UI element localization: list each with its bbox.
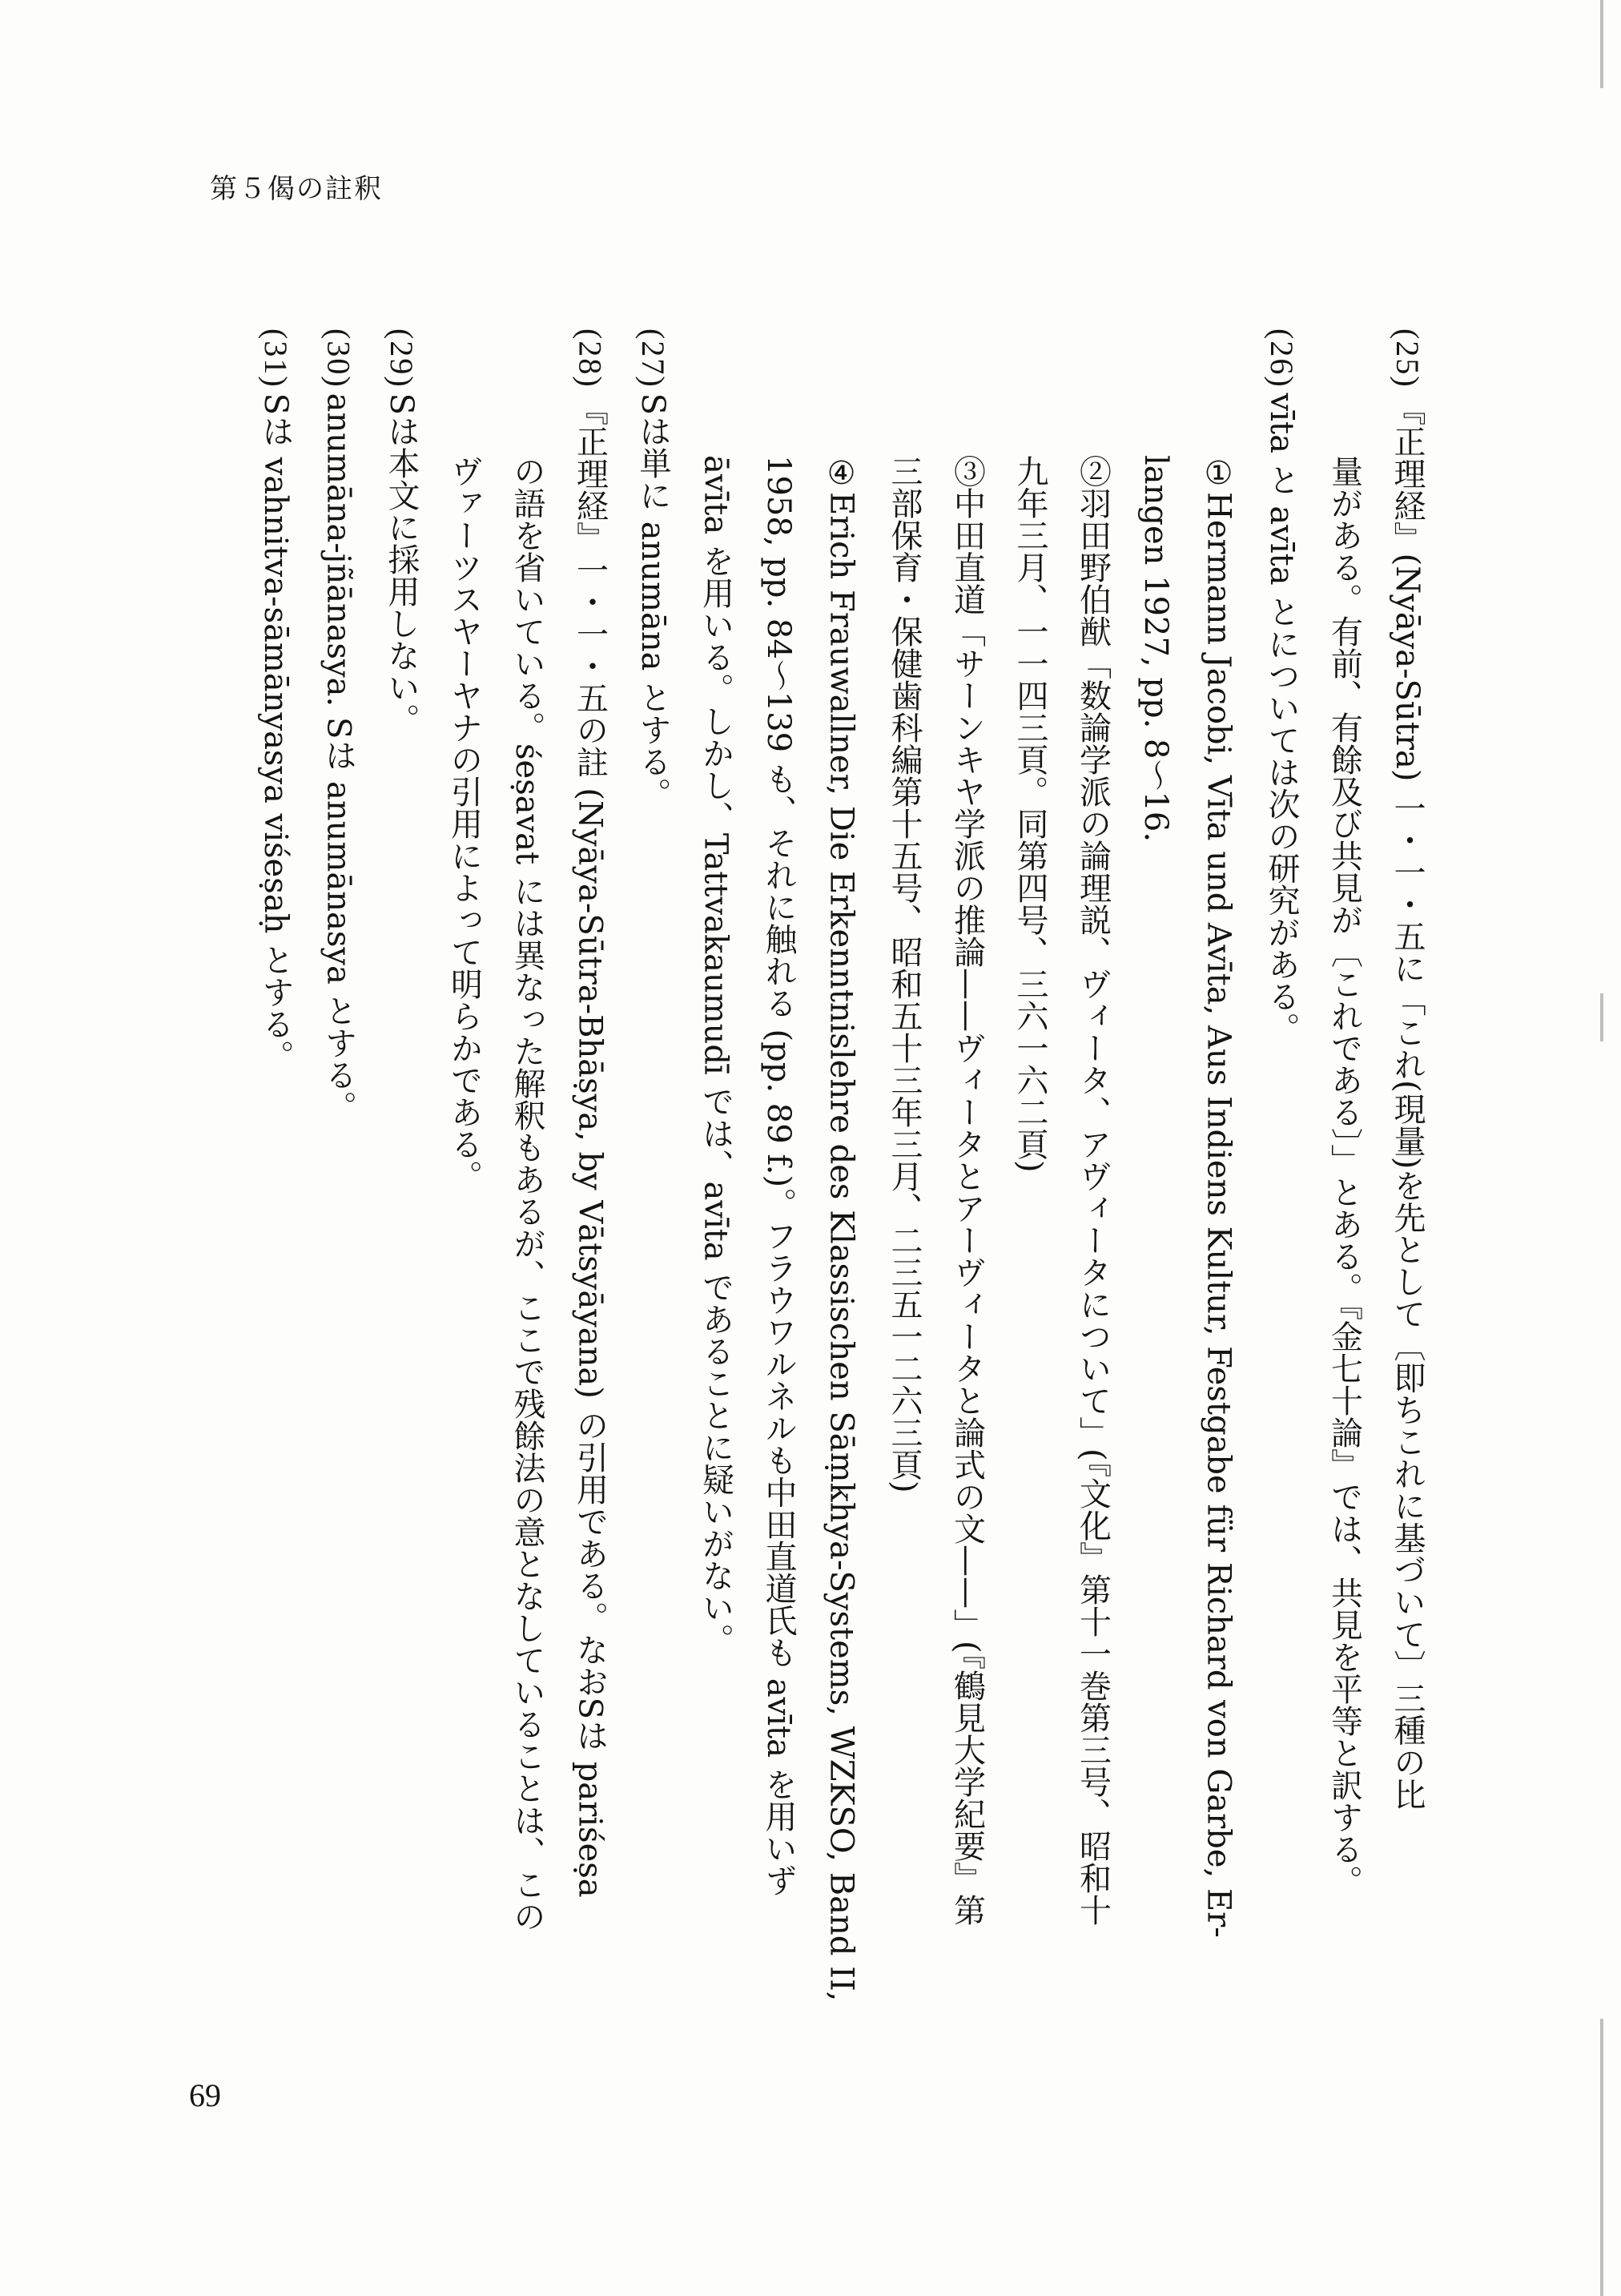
footnote bbox=[621, 328, 685, 2051]
footnote-line bbox=[432, 328, 496, 2051]
footnote-number: (25) bbox=[1390, 328, 1426, 389]
footnote-text: ③中田直道「サーンキヤ学派の推論——ヴィータとアーヴィータと論式の文——」(『鶴見大学紀要』第 bbox=[948, 455, 986, 1926]
footnote-number: (28) bbox=[572, 328, 609, 389]
footnote-text: の語を省いている。śeṣavat には異なった解釈もあるが、ここで残餘法の意となしていることは、この bbox=[509, 455, 545, 1932]
footnote-text: 三部保育・保健歯科編第十五号、昭和五十三年三月、二三五一二六三頁) bbox=[886, 455, 923, 1493]
footnote-line bbox=[307, 328, 370, 2051]
footnote-text: ①Hermann Jacobi, Vīta und Avīta, Aus Indiens Kultur, Festgabe für Richard von Garbe, Er- bbox=[1200, 455, 1237, 1938]
footnote-number: (29) bbox=[384, 328, 420, 389]
footnote-line bbox=[873, 328, 936, 2051]
footnote-line bbox=[810, 328, 873, 2051]
footnote-number: (26) bbox=[1264, 328, 1300, 389]
footnote-line bbox=[999, 328, 1062, 2051]
footnote-line bbox=[244, 328, 308, 2051]
footnotes-section bbox=[244, 328, 1439, 2051]
footnote-line bbox=[684, 328, 747, 2051]
footnote-line bbox=[621, 328, 685, 2051]
footnote-number: (30) bbox=[320, 328, 357, 389]
footnote-line bbox=[1376, 328, 1439, 2051]
footnote bbox=[307, 328, 370, 2051]
footnote bbox=[684, 328, 1313, 2051]
scan-edge-mark bbox=[1600, 993, 1603, 1041]
footnote-text: anumāna-jñānasya. Sは anumānasya とする。 bbox=[320, 393, 357, 1123]
footnote-line bbox=[1187, 328, 1250, 2051]
footnote-text: 『正理経』(Nyāya-Sūtra) 一・一・五に「これ(現量)を先として〔即ちこれに基づいて〕三種の比 bbox=[1389, 393, 1426, 1811]
footnote-line bbox=[496, 328, 559, 2051]
footnote-line bbox=[1061, 328, 1124, 2051]
footnote bbox=[1313, 328, 1438, 2051]
page-number: 69 bbox=[189, 2077, 221, 2113]
footnote-text: ヴァーツスヤーヤナの引用によって明らかである。 bbox=[445, 455, 483, 1192]
footnote-text: 量がある。有前、有餘及び共見が〔これである〕」とある。『金七十論』では、共見を平等と訳する。 bbox=[1325, 455, 1363, 1897]
footnote-line bbox=[747, 328, 810, 2051]
footnote-text: vīta と avīta とについては次の研究がある。 bbox=[1263, 393, 1300, 1045]
footnote-text: Sは vahnitva-sāmānyasya viśeṣaḥ とする。 bbox=[257, 393, 294, 1073]
footnote-line bbox=[935, 328, 999, 2051]
scan-edge-mark bbox=[1600, 2019, 1603, 2296]
footnote-text: ②羽田野伯猷「数論学派の論理説、ヴィータ、アヴィータについて」(『文化』第十一巻第三号、昭和十 bbox=[1074, 455, 1112, 1926]
footnote-number: (27) bbox=[635, 328, 671, 389]
scan-edge-mark bbox=[1600, 0, 1603, 88]
footnote-line bbox=[1124, 328, 1188, 2051]
footnote-text: Sは単に anumāna とする。 bbox=[634, 393, 671, 810]
footnote-line bbox=[558, 328, 621, 2051]
footnote-text: Sは本文に採用しない。 bbox=[383, 393, 420, 736]
footnote-line bbox=[1250, 328, 1313, 2051]
footnote-line bbox=[1313, 328, 1376, 2051]
footnote-text: 九年三月、一一四三頁。同第四号、三六一六二頁) bbox=[1012, 455, 1048, 1173]
footnote-text: 1958, pp. 84〜139 も、それに触れる (pp. 89 f.)。フラウワルネルも中田直道氏も avīta を用いず bbox=[760, 455, 797, 1896]
running-header: 第５偈の註釈 bbox=[210, 173, 383, 205]
footnote bbox=[244, 328, 308, 2051]
footnote bbox=[370, 328, 433, 2051]
footnote-text: 『正理経』一・一・五の註 (Nyāya-Sūtra-Bhāṣya, by Vātsyāyana) の引用である。なおSは pariśeṣa bbox=[571, 393, 609, 1898]
footnote-text: ④Erich Frauwallner, Die Erkenntnislehre des Klassischen Sāṃkhya-Systems, WZKSO, Band II, bbox=[823, 455, 860, 2002]
footnote-text: āvīta を用いる。しかし、Tattvakaumudī では、avīta であることに疑いがない。 bbox=[697, 455, 734, 1656]
footnote-line bbox=[370, 328, 433, 2051]
footnote-text: langen 1927, pp. 8〜16. bbox=[1137, 455, 1174, 843]
footnote bbox=[432, 328, 621, 2051]
footnote-number: (31) bbox=[258, 328, 294, 389]
